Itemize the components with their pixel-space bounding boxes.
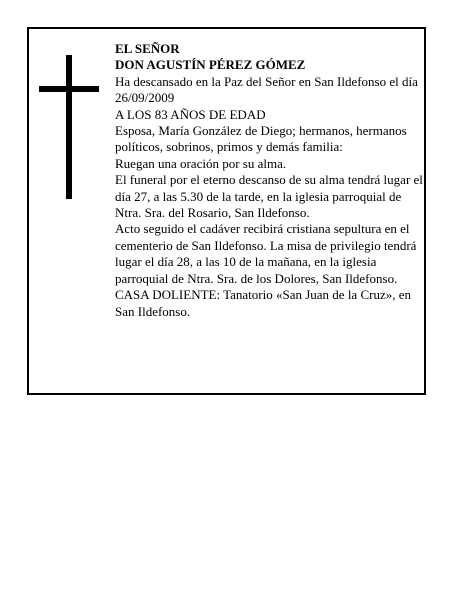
notice-body: [115, 41, 423, 320]
prayer-request: Ruegan una oración por su alma.: [115, 155, 287, 171]
family-statement: Esposa, María González de Diego; hermanos, hermanos políticos, sobrinos, primos y demás familia:: [115, 123, 407, 155]
title-line-1: EL SEÑOR: [115, 41, 180, 56]
deceased-name: DON AGUSTÍN PÉREZ GÓMEZ: [115, 57, 306, 73]
cross-vertical-bar: [66, 55, 72, 199]
death-statement: Ha descansado en la Paz del Señor en San Ildefonso el día 26/09/2009: [115, 73, 418, 106]
mourning-house: CASA DOLIENTE: Tanatorio «San Juan de la Cruz», en San Ildefonso.: [115, 287, 411, 319]
obituary-notice: [27, 27, 426, 395]
age-statement: A LOS 83 AÑOS DE EDAD: [115, 106, 266, 122]
burial-info: Acto seguido el cadáver recibirá cristiana sepultura en el cementerio de San Ildefonso. La misa de privilegio tendrá lugar el día 28, a las 10 de la mañana, en la iglesia parroquial de Ntra. Sra. de los Dolores, San Ildefonso.: [115, 221, 417, 286]
funeral-info: El funeral por el eterno descanso de su alma tendrá lugar el día 27, a las 5.30 de la tarde, en la iglesia parroquial de Ntra. Sra. del Rosario, San Ildefonso.: [115, 172, 423, 221]
cross-horizontal-bar: [39, 86, 99, 92]
latin-cross-icon: [39, 55, 99, 199]
